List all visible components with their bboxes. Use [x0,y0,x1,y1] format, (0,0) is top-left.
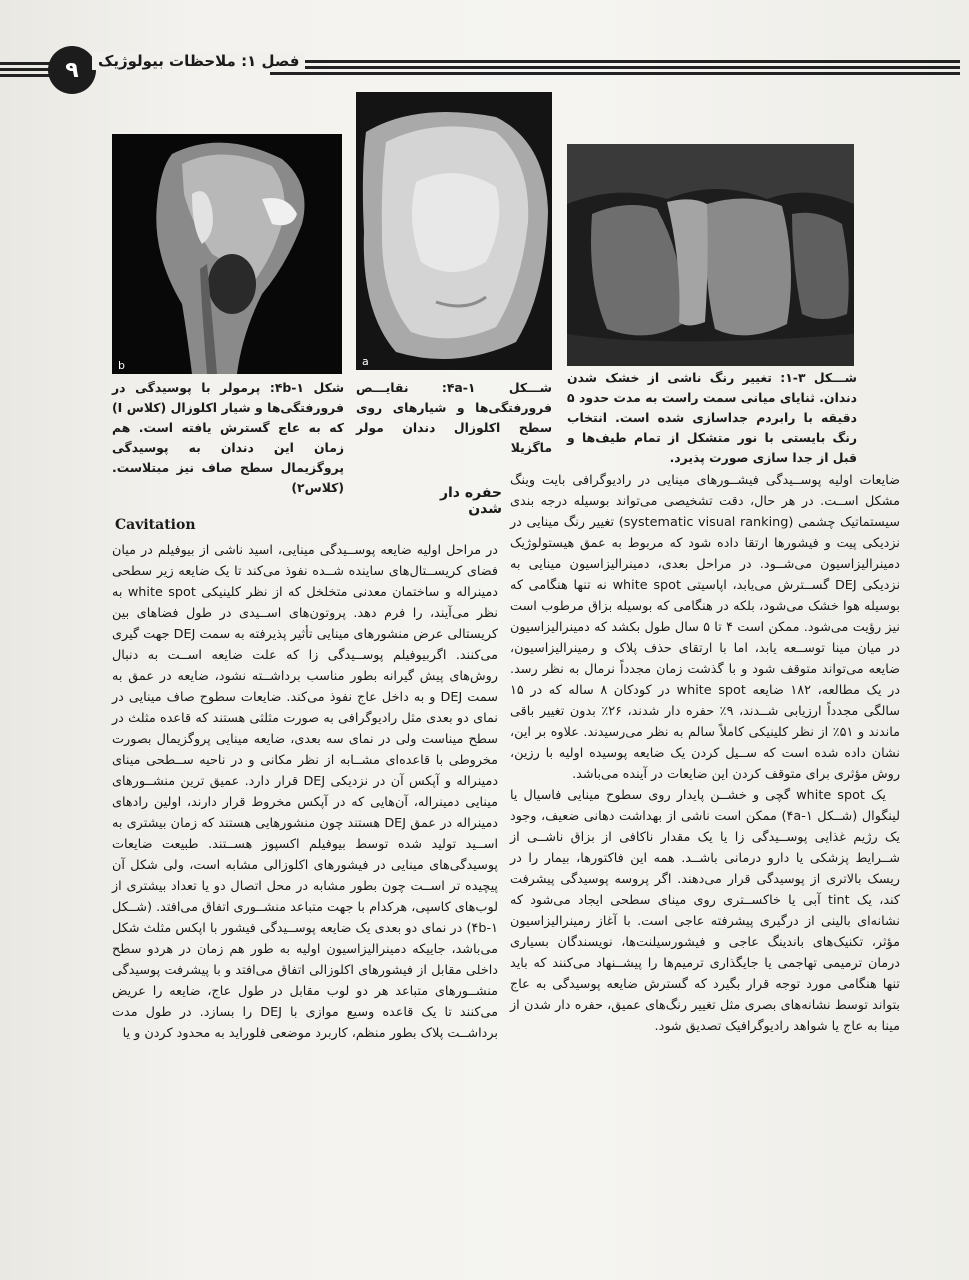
header-rule [270,60,960,63]
tooth-section-illustration [112,134,342,374]
paragraph: یک white spot گچی و خشــن پایدار روی سطوح مینایی فاسیال یا لینگوال (شــکل ۴a-۱) ممکن است ناشی از بهداشت دهانی ضعیف، وجود یک رژیم غذایی پوســیدگی زا یا یک مقدار ناکافی از بزاق ناشــی از شــرایط پزشکی یا دارو درمانی باشــد. همه این فاکتورها، بیمار را در ریسک بالاتری از پوسیدگی قرار می‌دهند. اگر پروسه پوسیدگی پیشرفت کند، یک tint آبی یا خاکســتری روی مینای سطحی ایجاد می‌شود که نشانه‌ای بالینی از درگیری پیشرفته عاجی است. با آغاز رمینرالیزاسیون مؤثر، تکنیک‌های باندینگ عاجی و فیشورسیلنت‌ها، نویسندگان بسیاری درمان ترمیمی تهاجمی یا جایگذاری ترمیم‌ها را پیشــنهاد می‌کنند که باید تنها هنگامی مورد توجه قرار بگیرد که گسترش ضایعه پوسیدگی به عاج بتواند توسط نشانه‌های بصری مثل تغییر رنگ‌های عمیق، حفره دار شدن از مینا به عاج یا شواهد رادیوگرافیک تصدیق شود. [510,788,901,1034]
section-heading-en: Cavitation [115,517,196,533]
figure-label: b [118,359,125,372]
caption-figure-3: شـــکل ۳-۱: تغییر رنگ ناشی از خشک شدن دندان. ثنایای میانی سمت راست به مدت حدود ۵ دقیقه با رابردم جداسازی شده است. انتخاب رنگ بایستی با نور متشکل از تمام طیف‌ها و قبل از جدا سازی صورت پذیرد. [567,370,857,465]
figure-occlusal-defects [356,92,552,370]
occlusal-surface-illustration [356,92,552,370]
right-column [510,470,900,1037]
header-rule [270,66,960,69]
figure-premolar-section [112,134,342,374]
page-number-badge: ۹ [48,46,96,94]
caption-figure-4b: شکل ۴b-۱: پرمولر با پوسیدگی در فرورفتگی‌ها و شیار اکلوزال (کلاس I) که به عاج گسترش یافته است. هم زمان این دندان به پوسیدگی پروگزیمال سطح صاف نیز مبتلاست. (کلاس۲) [112,380,345,495]
incisors-photo-illustration [567,144,854,366]
header-rule [270,72,960,75]
figure-label: a [362,355,369,368]
chapter-title: فصل ۱: ملاحظات بیولوژیک [92,52,305,70]
paragraph: ضایعات اولیه پوســیدگی فیشــورهای مینایی در رادیوگرافی بایت وینگ مشکل اســت. در هر حال، دقت تشخیصی می‌تواند بوسیله درجه بندی سیستماتیک چشمی (systematic visual ranking) تغییر رنگ مینایی در نزدیکی پیت و فیشورها ارتقا داده شود که مربوط به عمق هیستولوژیک دمینرالیزاسیون می‌شــود. در مراحل بعدی، دمینرالیزاسیون مینایی به نزدیکی DEJ گســترش می‌یابد، اپاسیتی white spot نه تنها هنگامی که بوسیله هوا خشک می‌شود، بلکه در هنگامی که بوسیله بزاق مرطوب است نیز رؤیت می‌شود. ممکن است ۴ تا ۵ سال طول بکشد که دمینرالیزاسیون در میان مینا توســعه یابد، اما با ارتقای حذف پلاک و رمینرالیزاسیون، ضایعه می‌تواند متوقف شود و با گذشت زمان مجدداً نرمال به نظر رسد. در یک مطالعه، ۱۸۲ ضایعه white spot در کودکان ۸ ساله که در ۱۵ سالگی مجدداً ارزیابی شــدند، ۹٪ حفره دار شدند، ۲۶٪ بدون تغییر باقی ماندند و ۵۱٪ از نظر کلینیکی کاملاً سالم به نظر می‌رسیدند. علاوه بر این، نشان داده شده است که ســیل کردن یک ضایعه پوسیده اولیه با رزین، روش مؤثری برای متوقف کردن این ضایعات در آینده می‌باشد. [510,473,901,782]
figure-tooth-dehydration [567,144,854,366]
paragraph: در مراحل اولیه ضایعه پوســیدگی مینایی، اسید ناشی از بیوفیلم در میان فضای کریســتال‌های ساینده شــده نفوذ می‌کند تا یک ضایعه زیر سطحی دمینراله و ساختمان معدنی متخلخل که از نظر کلینیکی white spot به نظر می‌آیند، را فرم دهد. پروتون‌های اســیدی در طول فضاهای بین کریستالی عرض منشورهای مینایی تأثیر پذیرفته به سمت DEJ جهت گیری می‌کنند. اگربیوفیلم پوســیدگی زا که علت ضایعه اســت به دنبال روش‌های پیش گیرانه بطور مناسب برداشــته نشود، ضایعه در عمق به سمت DEJ و به داخل عاج نفوذ می‌کند. ضایعات سطوح صاف مینایی در نمای دو بعدی مثل رادیوگرافی به صورت مثلثی هستند که قاعده مثلث در سطح میناست ولی در نمای سه بعدی، ضایعه مینایی پروگزیمال بصورت مخروطی با قاعده‌ای مشــابه از نظر مکانی و در ناحیه ســطحی مینای دمینراله و آپکس آن در نزدیکی DEJ قرار دارد. عمیق ترین منشــورهای مینایی دمینراله، آن‌هایی که در آپکس مخروط قرار دارند، اولین رادهای دمینراله در عمق DEJ هستند چون منشورهایی هستند که زمان بیشتری به اســید تولید شده توسط بیوفیلم اکسپوز هســتند. طبیعت ضایعات پوسیدگی‌های مینایی در فیشورهای اکلوزالی مشابه است، ولی شکل آن پیچیده تر اســت چون بطور مشابه در محل اتصال دو یا تعداد بیشتری از لوب‌های کاسپی، هرکدام با جهت متباعد منشــوری اتفاق می‌افتد. (شــکل ۴b-۱) در نمای دو بعدی یک ضایعه پوســیدگی فیشور با اپکس مثلث شکل می‌باشد، جاییکه دمینرالیزاسیون اولیه به طور هم زمان در هردو سطح داخلی مقابل از فیشورهای اکلوزالی اتفاق می‌افتد و با پیشرفت پوسیدگی منشــورهای متباعد هر دو لوب مقابل در طول عاج، ضایعه را عریض می‌کنند تا یک قاعده وسیع موازی با DEJ را بسازد. در طول مدت برداشــت پلاک بطور منظم، کاربرد موضعی فلوراید به محدود کردن و یا [112,543,499,1041]
caption-figure-4a: شـــکل ۴a-۱: نقایـــص فرورفتگی‌ها و شیارهای روی سطح اکلوزال دندان مولر ماگزیلا [356,380,552,455]
left-column [112,540,498,1044]
page-header [0,42,969,94]
section-heading-fa: حفره دار شدن [439,485,502,517]
